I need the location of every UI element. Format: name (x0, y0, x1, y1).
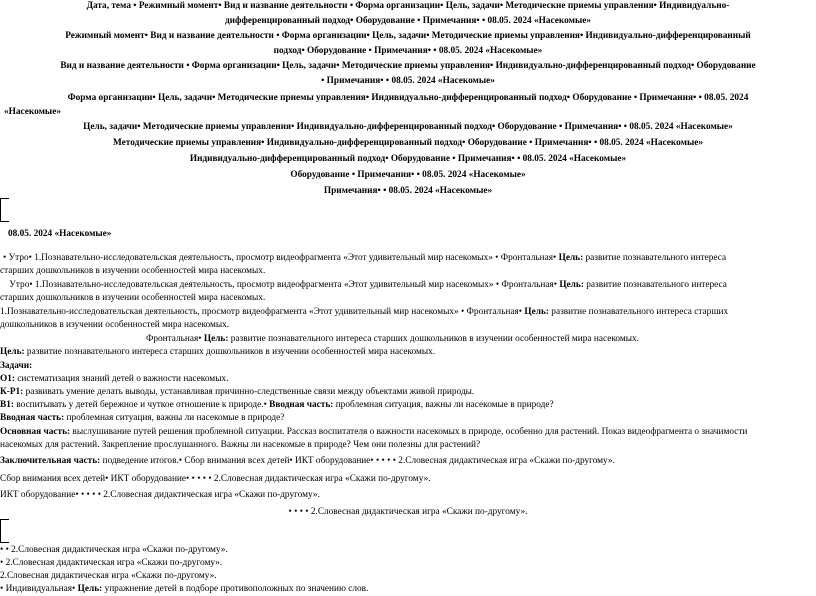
goal-label: Цель: (559, 280, 584, 290)
goal-label: Цель: (558, 253, 584, 263)
task-text: воспитывать у детей бережное и чуткое отношение к природе.• (13, 400, 270, 410)
main-label: Основная часть: (0, 427, 71, 437)
intro-part (0, 412, 816, 425)
goal-label: Цель: (203, 334, 229, 344)
header-row-9: Цель, задачи• Методические приемы управления• Индивидуально-дифференцированный подход• Оборудование • Примечания• • 08.05. 2024 «Насекомые» (83, 122, 733, 132)
tail-line-2: ИКТ оборудование• • • • • 2.Словесная дидактическая игра «Скажи по-другому». (0, 490, 320, 500)
header-row-4: подход• Оборудование • Примечания• • 08.05. 2024 «Насекомые» (273, 46, 543, 56)
goal-text: развитие познавательного интереса (583, 253, 727, 263)
header-row-13: Примечания• • 08.05. 2024 «Насекомые» (323, 186, 493, 196)
tail-line-5: • 2.Словесная дидактическая игра «Скажи по-другому». (0, 558, 223, 568)
goal-text: развитие познавательного интереса старших дошкольников в изучении особенностей мира насекомых. (228, 334, 639, 344)
activity-text: 1.Познавательно-исследовательская деятельность, просмотр видеофрагмента «Этот удивительный мир насекомых» • Фронтальная• (0, 307, 525, 317)
goal-text: упражнение детей в подборе противоположных по значению слов. (102, 584, 369, 594)
table-cell-marker (0, 198, 9, 222)
activity-text: Фронтальная• (146, 334, 204, 344)
final-label: Заключительная часть: (0, 456, 101, 466)
activity-line-3 (0, 279, 816, 292)
header-row-3: Режимный момент• Вид и название деятельности • Форма организации• Цель, задачи• Методические приемы управления• Индивидуально-дифференцированный (65, 31, 751, 41)
intro-label: Вводная часть: (269, 400, 334, 410)
goal-label: Цель: (77, 584, 103, 594)
task-kr1 (0, 386, 816, 399)
activity-line-2: старших дошкольников в изучении особенностей мира насекомых. (0, 266, 266, 276)
activity-line-5 (0, 306, 816, 319)
activity-line-4: старших дошкольников в изучении особенностей мира насекомых. (0, 293, 266, 303)
goal-text: развитие познавательного интереса старших дошкольников в изучении особенностей мира насекомых. (24, 347, 436, 357)
goal-label: Цель: (524, 307, 549, 317)
date-title: 08.05. 2024 «Насекомые» (8, 229, 112, 239)
task-v1 (0, 399, 816, 412)
task-label: О1: (0, 374, 15, 384)
main-part-1 (0, 426, 816, 439)
header-row-6: • Примечания• • 08.05. 2024 «Насекомые» (321, 76, 495, 86)
intro-label: Вводная часть: (0, 413, 65, 423)
activity-line-1 (3, 252, 816, 265)
final-part (0, 455, 816, 468)
main-part-2: насекомых для растений. Закрепление прослушанного. Важны ли насекомые в природе? Чем они полезны для растений? (0, 440, 481, 450)
goal-label: Цель: (0, 347, 25, 357)
header-row-5: Вид и название деятельности • Форма организации• Цель, задачи• Методические приемы управления• Индивидуально-дифференцированный подход• Оборудование (60, 61, 756, 71)
tail-line-4: • • 2.Словесная дидактическая игра «Скажи по-другому». (0, 545, 228, 555)
header-row-10: Методические приемы управления• Индивидуально-дифференцированный подход• Оборудование • Примечания• • 08.05. 2024 «Насекомые» (113, 138, 703, 148)
final-text: подведение итогов.• Сбор внимания всех детей• ИКТ оборудование• • • • • 2.Словесная дидактическая игра «Скажи по-другому». (100, 456, 615, 466)
activity-text: Утро• 1.Познавательно-исследовательская деятельность, просмотр видеофрагмента «Этот удивительный мир насекомых» • Фронтальная• (0, 280, 560, 290)
header-row-11: Индивидуально-дифференцированный подход• Оборудование • Примечания• • 08.05. 2024 «Насекомые» (189, 154, 627, 164)
activity-line-7 (146, 333, 816, 346)
intro-text: проблемная ситуация, важны ли насекомые в природе? (333, 400, 554, 410)
task-label: В1: (0, 400, 14, 410)
main-text: выслушивание путей решения проблемной ситуации. Рассказ воспитателя о важности насекомых в природе, особенно для растений. Показ видеофрагмента о значимости (70, 427, 748, 437)
task-text: систематизация знаний детей о важности насекомых. (14, 374, 229, 384)
task-o1 (0, 373, 816, 386)
header-row-7: Форма организации• Цель, задачи• Методические приемы управления• Индивидуально-дифференцированный подход• Оборудование • Примечания• • 08.05. 2024 (67, 93, 749, 103)
goal-text: развитие познавательного интереса старших (548, 307, 729, 317)
header-row-12: Оборудование • Примечания• • 08.05. 2024 «Насекомые» (290, 170, 526, 180)
goal-text: развитие познавательного интереса (583, 280, 727, 290)
activity-line-6: дошкольников в изучении особенностей мира насекомых. (0, 320, 230, 330)
tail-line-3: • • • • 2.Словесная дидактическая игра «Скажи по-другому». (288, 507, 528, 517)
task-text: развивать умение делать выводы, устанавливая причинно-следственные связи между объектами живой природы. (23, 387, 475, 397)
task-label: К-Р1: (0, 387, 24, 397)
table-cell-marker-2 (0, 519, 9, 543)
activity-text: • Индивидуальная• (0, 584, 78, 594)
tail-line-6: 2.Словесная дидактическая игра «Скажи по-другому». (0, 571, 217, 581)
header-row-2: дифференцированный подход• Оборудование • Примечания• • 08.05. 2024 «Насекомые» (224, 16, 591, 26)
activity-text: • Утро• 1.Познавательно-исследовательская деятельность, просмотр видеофрагмента «Этот удивительный мир насекомых» • Фронтальная• (3, 253, 559, 263)
tail-line-1: Сбор внимания всех детей• ИКТ оборудование• • • • • 2.Словесная дидактическая игра «Скажи по-другому». (0, 474, 431, 484)
tail-line-7 (0, 583, 816, 596)
tasks-heading: Задачи: (0, 361, 33, 371)
activity-line-8 (0, 346, 816, 359)
header-row-8: «Насекомые» (4, 107, 61, 117)
intro-text: проблемная ситуация, важны ли насекомые в природе? (64, 413, 285, 423)
header-row-1: Дата, тема • Режимный момент• Вид и название деятельности • Форма организации• Цель, задачи• Методические приемы управления• Индивидуально- (86, 1, 730, 11)
